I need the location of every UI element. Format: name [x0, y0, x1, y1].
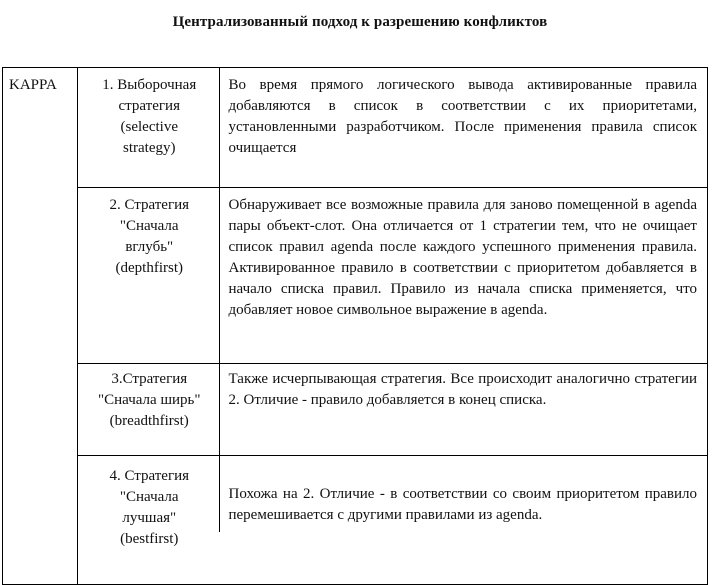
strategy-line: стратегия	[118, 98, 180, 114]
page-title: Централизованный подход к разрешению конфликтов	[172, 14, 548, 30]
strategy-line: "Сначала ширь"	[98, 392, 201, 408]
column-divider	[219, 67, 220, 532]
description-cell: Также исчерпывающая стратегия. Все происходит аналогично стратегии 2. Отличие - правило добавляется в конец списка.	[221, 364, 708, 456]
strategy-cell	[78, 188, 221, 364]
strategy-line: 2. Стратегия	[109, 197, 190, 213]
strategy-line: (breadthfirst)	[109, 413, 189, 429]
strategy-line: "Сначала	[119, 489, 179, 505]
approach-cell	[3, 68, 78, 585]
strategy-line: "Сначала	[119, 218, 179, 234]
table-row	[3, 68, 708, 188]
strategy-line: (depthfirst)	[115, 260, 183, 276]
strategy-line: лучшая"	[122, 510, 177, 526]
strategy-line: strategy)	[123, 140, 176, 156]
description-cell: Во время прямого логического вывода активированные правила добавляются в список в соответствии с их приоритетами, установленными разработчиком. После применения правила список очищается	[221, 68, 708, 188]
strategy-cell	[78, 456, 221, 585]
strategy-line: (selective	[120, 119, 178, 135]
description-cell: Обнаруживает все возможные правила для заново помещенной в agenda пары объект-слот. Она отличается от 1 стратегии тем, что не очищает список правил agenda после каждого успешного применения правила. Активированное правило в соответствии с приоритетом добавляется в начало списка правил. Правило из начала списка применяется, что добавляет новое символьное выражение в agenda.	[221, 188, 708, 364]
strategy-line: вглубь"	[125, 239, 174, 255]
approach-label: KAPPA	[9, 77, 57, 93]
table-row	[3, 456, 708, 585]
table-row	[3, 364, 708, 456]
strategy-line: 4. Стратегия	[109, 468, 190, 484]
strategy-line: 1. Выборочная	[102, 77, 197, 93]
strategy-line: 3.Стратегия	[111, 371, 188, 387]
table-row	[3, 188, 708, 364]
strategy-cell	[78, 68, 221, 188]
conflict-resolution-table	[2, 67, 708, 585]
strategy-line: (bestfirst)	[120, 531, 179, 547]
description-cell: Похожа на 2. Отличие - в соответствии со своим приоритетом правило перемешивается с другими правилами из agenda.	[221, 456, 708, 585]
strategy-cell	[78, 364, 221, 456]
